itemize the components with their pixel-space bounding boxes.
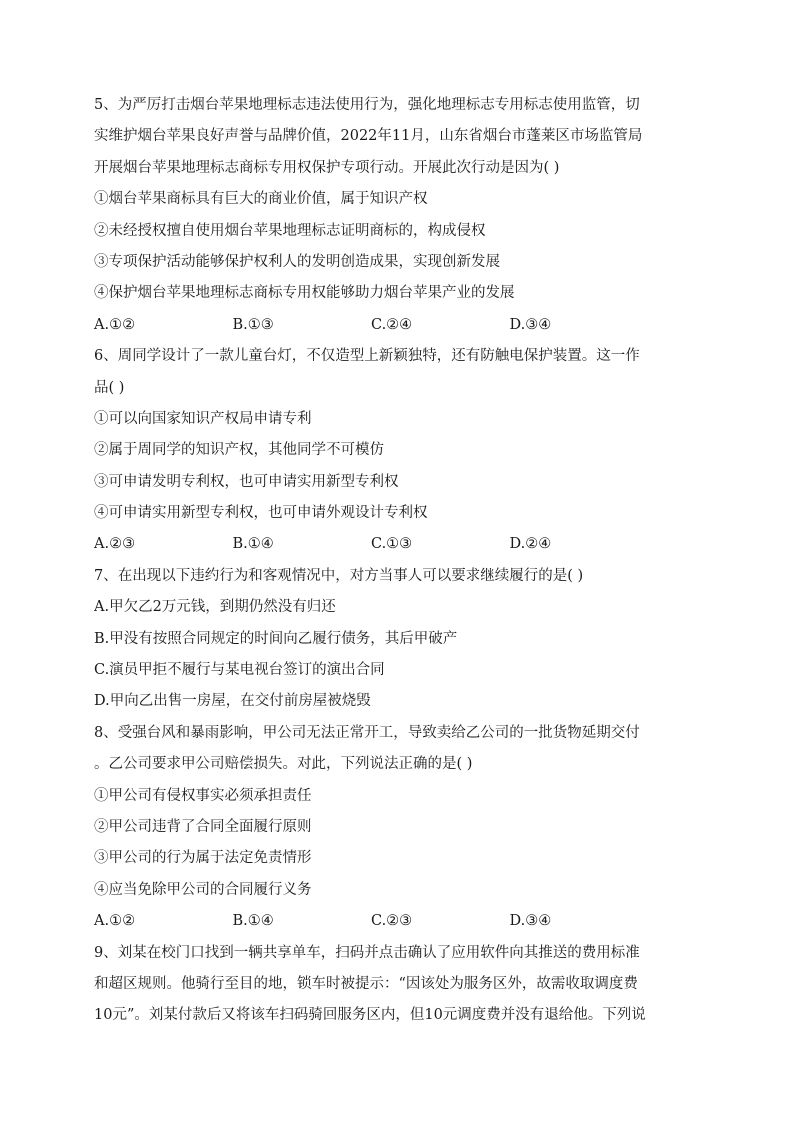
question-7 (94, 561, 706, 718)
option-c: C.②④ (371, 316, 413, 333)
question-9-stem-line: 10元”。刘某付款后又将该车扫码骑回服务区内，但10元调度费并没有退给他。下列说 (94, 1007, 646, 1024)
option-a: A.①② (94, 913, 136, 930)
option-c: C.②③ (371, 913, 413, 930)
question-8 (94, 718, 706, 938)
option-d: D.③④ (509, 316, 552, 333)
question-6-options (94, 529, 706, 560)
question-5-stem-line: 开展烟台苹果地理标志商标专用权保护专项行动。开展此次行动是因为( ) (94, 159, 560, 176)
option-d: D.③④ (509, 913, 552, 930)
question-7-option-a: A.甲欠乙2万元钱，到期仍然没有归还 (94, 599, 336, 616)
question-8-statement: ③甲公司的行为属于法定免责情形 (94, 850, 312, 867)
option-b: B.①③ (232, 316, 274, 333)
question-8-options (94, 906, 706, 937)
question-5-statement: ③专项保护活动能够保护权利人的发明创造成果，实现创新发展 (94, 253, 500, 270)
question-6-stem-line: 6、周同学设计了一款儿童台灯，不仅造型上新颖独特，还有防触电保护装置。这一作 (94, 348, 640, 365)
question-6-statement: ②属于周同学的知识产权，其他同学不可模仿 (94, 442, 384, 459)
question-7-option-b: B.甲没有按照合同规定的时间向乙履行债务，其后甲破产 (94, 630, 458, 647)
question-8-stem-line: 8、受强台风和暴雨影响，甲公司无法正常开工，导致卖给乙公司的一批货物延期交付 (94, 724, 640, 741)
question-7-stem-line: 7、在出现以下违约行为和客观情况中，对方当事人可以要求继续履行的是( ) (94, 567, 584, 584)
question-5-stem-line: 实维护烟台苹果良好声誉与品牌价值，2022年11月，山东省烟台市蓬莱区市场监管局 (94, 128, 643, 145)
question-5-stem-line: 5、为严厉打击烟台苹果地理标志违法使用行为，强化地理标志专用标志使用监管，切 (94, 97, 640, 113)
option-d: D.②④ (509, 536, 552, 553)
question-5-statement: ④保护烟台苹果地理标志商标专用权能够助力烟台苹果产业的发展 (94, 285, 515, 302)
question-9-stem-line: 和超区规则。他骑行至目的地，锁车时被提示：“因该处为服务区外，故需收取调度费 (94, 975, 638, 992)
question-9-stem-line: 9、刘某在校门口找到一辆共享单车，扫码并点击确认了应用软件向其推送的费用标准 (94, 944, 640, 961)
question-8-statement: ②甲公司违背了合同全面履行原则 (94, 818, 312, 835)
question-8-statement: ①甲公司有侵权事实必须承担责任 (94, 787, 312, 804)
questions-content (94, 90, 706, 1032)
question-5-options (94, 310, 706, 341)
option-b: B.①④ (232, 536, 274, 553)
question-5 (94, 90, 706, 341)
option-c: C.①③ (371, 536, 413, 553)
question-6-stem-line: 品( ) (94, 379, 125, 396)
question-6 (94, 341, 706, 561)
question-6-statement: ①可以向国家知识产权局申请专利 (94, 410, 312, 427)
question-6-statement: ③可申请发明专利权，也可申请实用新型专利权 (94, 473, 399, 490)
option-a: A.①② (94, 316, 136, 333)
question-5-statement: ②未经授权擅自使用烟台苹果地理标志证明商标的，构成侵权 (94, 222, 486, 239)
question-7-option-d: D.甲向乙出售一房屋，在交付前房屋被烧毁 (94, 693, 371, 710)
question-9 (94, 938, 706, 1032)
question-7-option-c: C.演员甲拒不履行与某电视台签订的演出合同 (94, 662, 385, 679)
question-8-stem-line: 。乙公司要求甲公司赔偿损失。对此，下列说法正确的是( ) (94, 756, 473, 773)
question-8-statement: ④应当免除甲公司的合同履行义务 (94, 881, 312, 898)
question-6-statement: ④可申请实用新型专利权，也可申请外观设计专利权 (94, 505, 428, 522)
option-b: B.①④ (232, 913, 274, 930)
question-5-statement: ①烟台苹果商标具有巨大的商业价值，属于知识产权 (94, 191, 428, 208)
option-a: A.②③ (94, 536, 136, 553)
